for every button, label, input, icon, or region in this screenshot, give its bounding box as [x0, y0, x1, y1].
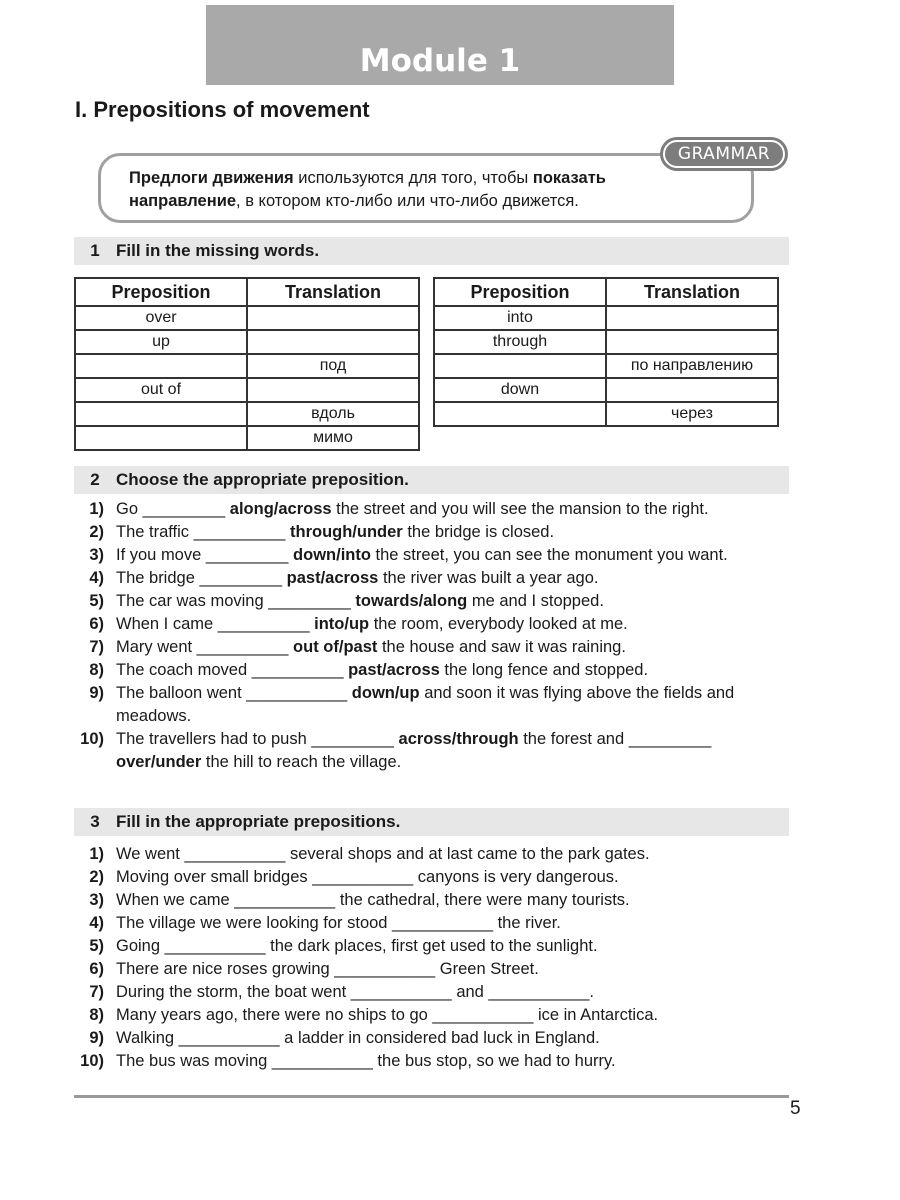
- item-text: the long fence and stopped.: [439, 661, 649, 679]
- preposition-cell: down: [434, 378, 606, 402]
- preposition-cell: [434, 402, 606, 426]
- item-number: 7): [89, 638, 104, 656]
- item-text: the street and you will see the mansion to the right.: [331, 500, 709, 518]
- preposition-cell: out of: [75, 378, 247, 402]
- table-row: [75, 330, 419, 354]
- item-text: When we came ___________ the cathedral, there were many tourists.: [116, 891, 630, 909]
- item-text: Go _________: [116, 500, 230, 518]
- item-options: out of/past: [293, 638, 378, 656]
- list-item: [74, 1027, 794, 1050]
- list-item: [74, 1050, 794, 1073]
- grammar-tag: [660, 137, 788, 171]
- list-item: [74, 1004, 794, 1027]
- item-text: the room, everybody looked at me.: [369, 615, 628, 633]
- page-number: 5: [790, 1098, 801, 1119]
- list-item: [74, 521, 794, 544]
- footer-divider: [74, 1095, 789, 1098]
- item-number: 5): [89, 937, 104, 955]
- item-text: The traffic __________: [116, 523, 290, 541]
- list-item: [74, 843, 794, 866]
- item-options: past/across: [348, 661, 440, 679]
- item-number: 6): [89, 960, 104, 978]
- preposition-cell: [75, 426, 247, 450]
- item-number: 9): [89, 684, 104, 702]
- list-item: [74, 590, 794, 613]
- grammar-box: [98, 153, 754, 223]
- table-row: [75, 426, 419, 450]
- list-item: [74, 958, 794, 981]
- preposition-cell: up: [75, 330, 247, 354]
- task-title: Fill in the appropriate prepositions.: [116, 812, 401, 831]
- item-number: 8): [89, 661, 104, 679]
- item-text: the river was built a year ago.: [378, 569, 599, 587]
- item-text: Moving over small bridges ___________ canyons is very dangerous.: [116, 868, 619, 886]
- item-number: 1): [89, 845, 104, 863]
- table-row: [75, 354, 419, 378]
- item-options: down/into: [293, 546, 371, 564]
- translation-cell: [247, 306, 419, 330]
- item-number: 3): [89, 546, 104, 564]
- item-text: the forest and _________: [518, 730, 712, 748]
- grammar-bold-1: Предлоги движения: [129, 169, 294, 187]
- preposition-cell: [75, 402, 247, 426]
- item-number: 1): [89, 500, 104, 518]
- task-2-list: [74, 498, 794, 774]
- item-number: 10): [80, 1052, 104, 1070]
- list-item: [74, 659, 794, 682]
- column-header: Preposition: [75, 278, 247, 306]
- translation-cell: [247, 330, 419, 354]
- task-number: 1: [90, 241, 100, 260]
- task-title: Choose the appropriate preposition.: [116, 470, 409, 489]
- item-number: 2): [89, 523, 104, 541]
- item-text: The travellers had to push _________: [116, 730, 399, 748]
- item-number: 4): [89, 569, 104, 587]
- item-options: into/up: [314, 615, 370, 633]
- list-item: [74, 567, 794, 590]
- task-number: 3: [90, 812, 100, 831]
- item-number: 2): [89, 868, 104, 886]
- item-options: across/through: [398, 730, 519, 748]
- table-row: [434, 306, 778, 330]
- table-row: [75, 378, 419, 402]
- item-number: 7): [89, 983, 104, 1001]
- item-options: over/under: [116, 753, 202, 771]
- list-item: [74, 498, 794, 521]
- item-options: down/up: [351, 684, 420, 702]
- translation-cell: вдоль: [247, 402, 419, 426]
- column-header: Preposition: [434, 278, 606, 306]
- item-text: During the storm, the boat went ___________ and ___________.: [116, 983, 594, 1001]
- translation-cell: по направлению: [606, 354, 778, 378]
- table-row: [75, 402, 419, 426]
- grammar-text-2: , в котором кто-либо или что-либо движется.: [236, 192, 579, 210]
- item-text: The bridge _________: [116, 569, 287, 587]
- list-item: [74, 935, 794, 958]
- preposition-cell: through: [434, 330, 606, 354]
- preposition-cell: over: [75, 306, 247, 330]
- item-number: 9): [89, 1029, 104, 1047]
- task-number: 2: [90, 470, 100, 489]
- list-item: [74, 866, 794, 889]
- item-number: 4): [89, 914, 104, 932]
- table-row: [434, 402, 778, 426]
- table-row: [434, 354, 778, 378]
- translation-cell: мимо: [247, 426, 419, 450]
- item-text: The balloon went ___________: [116, 684, 352, 702]
- item-text: the street, you can see the monument you want.: [370, 546, 728, 564]
- module-banner: [206, 5, 674, 85]
- item-text: me and I stopped.: [467, 592, 604, 610]
- item-number: 10): [80, 730, 104, 748]
- list-item: [74, 981, 794, 1004]
- item-text: Many years ago, there were no ships to go ___________ ice in Antarctica.: [116, 1006, 659, 1024]
- column-header: Translation: [606, 278, 778, 306]
- task-3-header: [74, 808, 789, 836]
- grammar-text-1: используются для того, чтобы: [293, 169, 533, 187]
- list-item: [74, 682, 794, 728]
- item-options: through/under: [290, 523, 403, 541]
- table-row: [434, 330, 778, 354]
- item-text: We went ___________ several shops and at last came to the park gates.: [116, 845, 650, 863]
- task-title: Fill in the missing words.: [116, 241, 320, 260]
- list-item: [74, 912, 794, 935]
- item-options: along/across: [229, 500, 332, 518]
- grammar-bold-2: показать: [532, 169, 606, 187]
- column-header: Translation: [247, 278, 419, 306]
- preposition-cell: [434, 354, 606, 378]
- item-number: 3): [89, 891, 104, 909]
- item-text: the bridge is closed.: [402, 523, 555, 541]
- task-3-list: [74, 843, 794, 1073]
- list-item: [74, 636, 794, 659]
- item-text: When I came __________: [116, 615, 315, 633]
- preposition-table-right: [433, 277, 779, 427]
- module-title: Module 1: [359, 43, 521, 79]
- grammar-tag-label: GRAMMAR: [663, 140, 785, 168]
- preposition-cell: into: [434, 306, 606, 330]
- list-item: [74, 544, 794, 567]
- item-text: and soon it was flying above the fields and meadows.: [116, 684, 735, 725]
- table-row: [75, 306, 419, 330]
- item-text: Mary went __________: [116, 638, 294, 656]
- preposition-table-left: [74, 277, 420, 451]
- item-text: The bus was moving ___________ the bus stop, so we had to hurry.: [116, 1052, 616, 1070]
- translation-cell: через: [606, 402, 778, 426]
- list-item: [74, 613, 794, 636]
- item-number: 8): [89, 1006, 104, 1024]
- translation-cell: [606, 306, 778, 330]
- item-text: The coach moved __________: [116, 661, 349, 679]
- item-text: The car was moving _________: [116, 592, 356, 610]
- translation-cell: [247, 378, 419, 402]
- task-1-header: [74, 237, 789, 265]
- list-item: [74, 889, 794, 912]
- item-text: There are nice roses growing ___________ Green Street.: [116, 960, 539, 978]
- item-options: past/across: [286, 569, 379, 587]
- item-text: If you move _________: [116, 546, 294, 564]
- translation-cell: [606, 378, 778, 402]
- task-2-header: [74, 466, 789, 494]
- item-number: 5): [89, 592, 104, 610]
- item-text: the house and saw it was raining.: [377, 638, 626, 656]
- item-options: towards/along: [355, 592, 468, 610]
- translation-cell: [606, 330, 778, 354]
- section-title: I. Prepositions of movement: [75, 97, 370, 122]
- item-text: Going ___________ the dark places, first get used to the sunlight.: [116, 937, 598, 955]
- table-row: [434, 378, 778, 402]
- list-item: [74, 728, 794, 774]
- item-text: Walking ___________ a ladder in considered bad luck in England.: [116, 1029, 600, 1047]
- item-text: the hill to reach the village.: [201, 753, 402, 771]
- grammar-bold-3: направление: [129, 192, 237, 210]
- translation-cell: под: [247, 354, 419, 378]
- item-number: 6): [89, 615, 104, 633]
- item-text: The village we were looking for stood ___________ the river.: [116, 914, 561, 932]
- preposition-cell: [75, 354, 247, 378]
